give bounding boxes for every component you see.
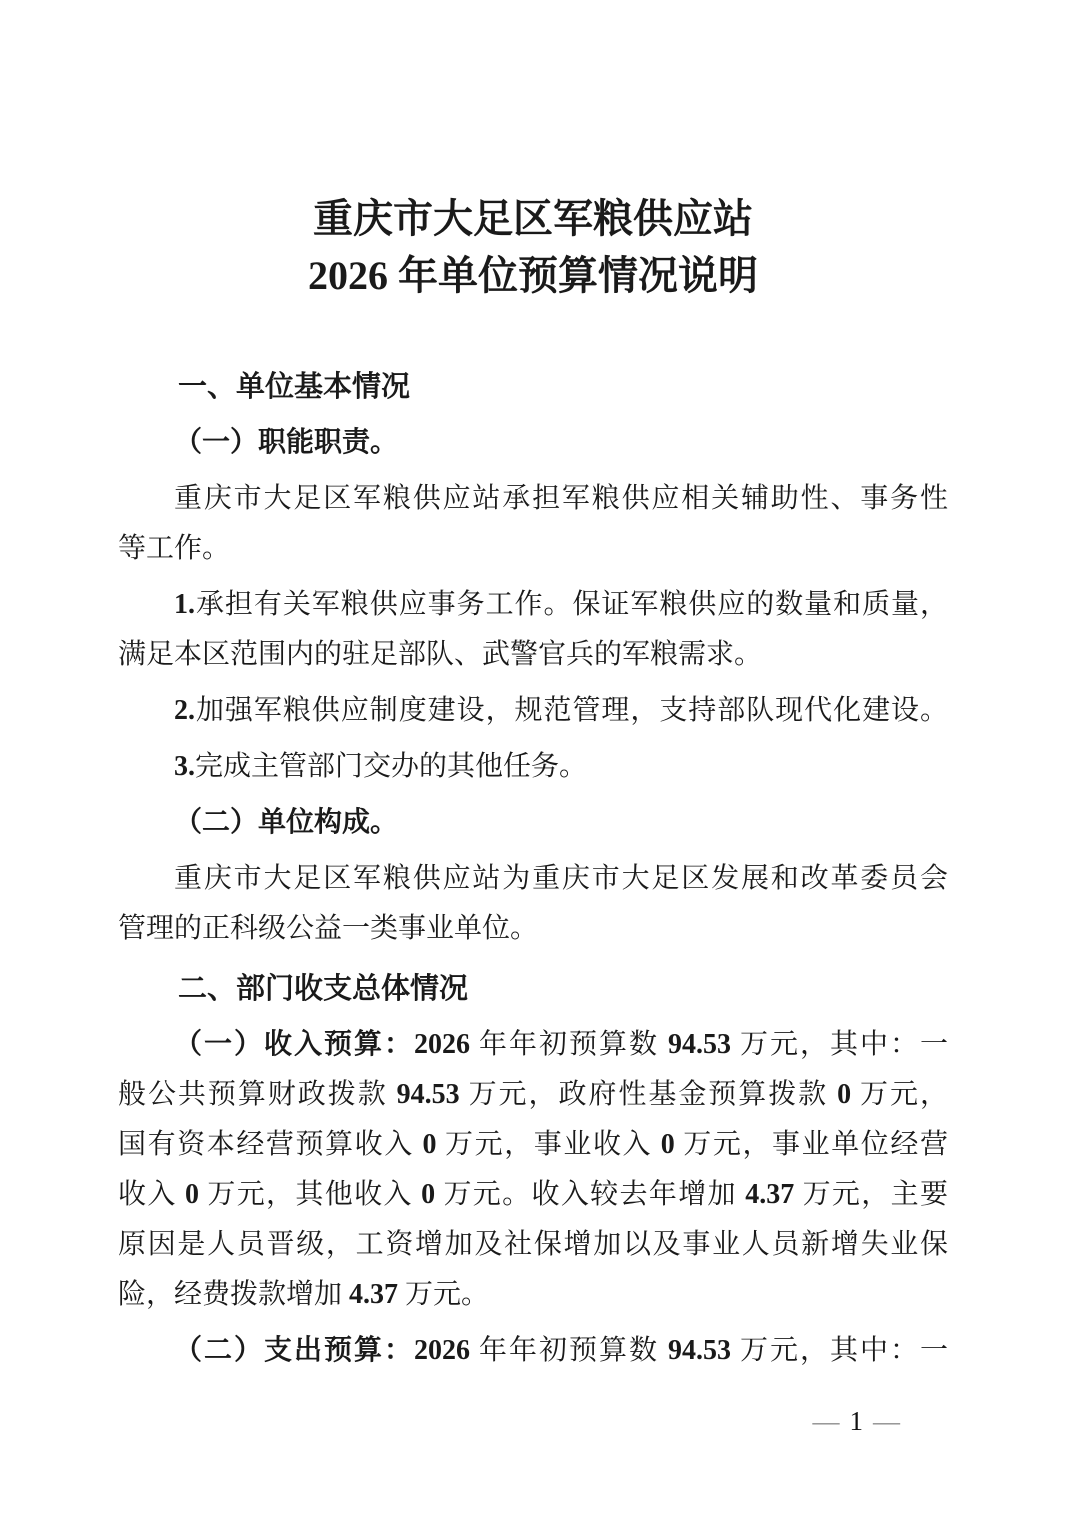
text-run: 加强军粮供应制度建设，规范管理，支持部队现代化建设。	[195, 695, 948, 726]
paragraph-line	[118, 580, 948, 630]
paragraph-line	[118, 630, 948, 680]
numeric-value: 94.53	[396, 1079, 460, 1110]
numeric-value: 94.53	[667, 1335, 731, 1366]
text-run: 等工作。	[118, 533, 231, 564]
paragraph-line	[118, 1270, 948, 1320]
text-run: 万元，	[851, 1079, 948, 1110]
text-run: 满足本区范围内的驻足部队、武警官兵的军粮需求。	[118, 639, 763, 670]
paragraph-line	[118, 1326, 948, 1376]
document-title-line	[118, 190, 948, 247]
text-run: 年年初预算数	[470, 1335, 668, 1366]
text-run: （一）职能职责。	[174, 427, 399, 458]
paragraph-line	[118, 1120, 948, 1170]
numeric-value: 0	[422, 1129, 437, 1160]
document-body	[118, 362, 948, 1376]
text-run: 万元，事业单位经营	[674, 1129, 948, 1160]
subsection-heading	[118, 798, 948, 848]
numeric-value: 0	[660, 1129, 675, 1160]
text-run: 重庆市大足区军粮供应站为重庆市大足区发展和改革委员会	[174, 863, 948, 894]
numeric-value: 1.	[174, 589, 195, 620]
document-content	[118, 0, 948, 1376]
paragraph-line	[118, 1170, 948, 1220]
footer-left-dash: —	[812, 1406, 840, 1436]
section-heading	[118, 964, 948, 1014]
page-number: 1	[849, 1406, 863, 1436]
text-run: 万元，其他收入	[199, 1179, 422, 1210]
text-run: 重庆市大足区军粮供应站承担军粮供应相关辅助性、事务性	[174, 483, 948, 514]
numeric-value: 0	[837, 1079, 852, 1110]
text-run: 万元，主要	[794, 1179, 948, 1210]
text-run: 年单位预算情况说明	[388, 253, 758, 298]
document-title-line	[118, 247, 948, 304]
text-run: 二、部门收支总体情况	[178, 973, 469, 1005]
numeric-value: 94.53	[667, 1029, 731, 1060]
text-run: 承担有关军粮供应事务工作。保证军粮供应的数量和质量，	[195, 589, 948, 620]
numeric-value: 2026	[414, 1335, 470, 1366]
text-run: 万元，事业收入	[436, 1129, 661, 1160]
text-run: 险，经费拨款增加	[118, 1279, 350, 1310]
numeric-value: 3.	[174, 751, 195, 782]
text-run: 一、单位基本情况	[178, 371, 411, 403]
paragraph-line	[118, 474, 948, 524]
paragraph-line	[118, 1070, 948, 1120]
text-run: 原因是人员晋级，工资增加及社保增加以及事业人员新增失业保	[118, 1229, 948, 1260]
paragraph-line	[118, 524, 948, 574]
paragraph-line	[118, 1020, 948, 1070]
numeric-value: 0	[185, 1179, 200, 1210]
text-run: 重庆市大足区军粮供应站	[313, 196, 753, 241]
paragraph-line	[118, 686, 948, 736]
text-run: 万元，政府性基金预算拨款	[459, 1079, 838, 1110]
text-run: 收入	[118, 1179, 186, 1210]
text-run: 完成主管部门交办的其他任务。	[195, 751, 588, 782]
numeric-value: 2.	[174, 695, 195, 726]
numeric-value: 2026	[308, 253, 388, 298]
paragraph-line	[118, 854, 948, 904]
text-run: 万元。收入较去年增加	[435, 1179, 746, 1210]
text-run: （二）单位构成。	[174, 807, 399, 838]
document-title	[118, 0, 948, 304]
bold-label: （一）收入预算：	[174, 1029, 414, 1060]
section-heading	[118, 362, 948, 412]
bold-label: （二）支出预算：	[174, 1335, 414, 1366]
text-run: 万元。	[398, 1279, 490, 1310]
text-run: 般公共预算财政拨款	[118, 1079, 397, 1110]
numeric-value: 0	[421, 1179, 436, 1210]
paragraph-line	[118, 1220, 948, 1270]
subsection-heading	[118, 418, 948, 468]
numeric-value: 4.37	[745, 1179, 795, 1210]
footer-right-dash: —	[873, 1406, 900, 1436]
text-run: 万元，其中：一	[730, 1335, 948, 1366]
numeric-value: 4.37	[349, 1279, 399, 1310]
text-run: 管理的正科级公益一类事业单位。	[118, 913, 539, 944]
paragraph-line	[118, 742, 948, 792]
numeric-value: 2026	[414, 1029, 470, 1060]
text-run: 国有资本经营预算收入	[118, 1129, 423, 1160]
text-run: 万元，其中：一	[730, 1029, 948, 1060]
paragraph-line	[118, 904, 948, 954]
text-run: 年年初预算数	[470, 1029, 668, 1060]
page-footer	[803, 1406, 911, 1436]
